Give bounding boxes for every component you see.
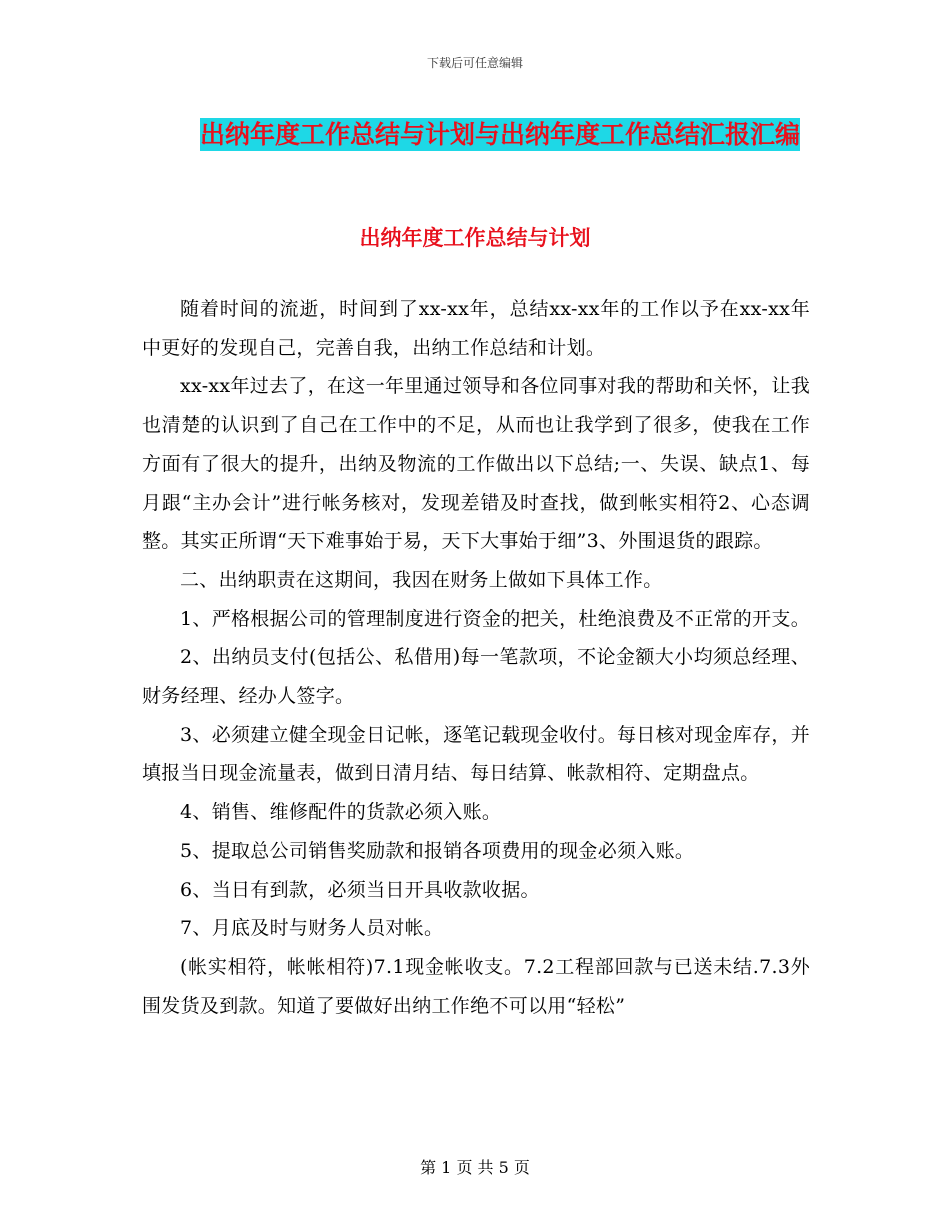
document-title	[190, 112, 810, 158]
document-title-text: 出纳年度工作总结与计划与出纳年度工作总结汇报汇编	[199, 120, 800, 149]
paragraph: xx-xx年过去了，在这一年里通过领导和各位同事对我的帮助和关怀，让我也清楚的认识到了自己在工作中的不足，从而也让我学到了很多，使我在工作方面有了很大的提升，出纳及物流的工作做出以下总结;一、失误、缺点1、每月跟“主办会计”进行帐务核对，发现差错及时查找，做到帐实相符2、心态调整。其实正所谓“天下难事始于易，天下大事始于细”3、外围退货的跟踪。	[142, 375, 810, 553]
paragraph: 6、当日有到款，必须当日开具收款收据。	[180, 878, 540, 901]
paragraph: 随着时间的流逝，时间到了xx-xx年，总结xx-xx年的工作以予在xx-xx年中更好的发现自己，完善自我，出纳工作总结和计划。	[142, 298, 810, 359]
paragraph: 4、销售、维修配件的货款必须入账。	[180, 801, 502, 824]
page-number: 第 1 页 共 5 页	[420, 1158, 530, 1177]
paragraph: (帐实相符，帐帐相符)7.1现金帐收支。7.2工程部回款与已送未结.7.3外围发货及到款。知道了要做好出纳工作绝不可以用“轻松”	[142, 955, 810, 1017]
document-body	[142, 290, 810, 1025]
paragraph: 3、必须建立健全现金日记帐，逐笔记载现金收付。每日核对现金库存，并填报当日现金流量表，做到日清月结、每日结算、帐款相符、定期盘点。	[142, 723, 810, 785]
paragraph: 2、出纳员支付(包括公、私借用)每一笔款项，不论金额大小均须总经理、财务经理、经办人签字。	[142, 646, 810, 708]
header-note: 下载后可任意编辑	[426, 56, 523, 70]
paragraph: 7、月底及时与财务人员对帐。	[180, 917, 444, 940]
section-title: 出纳年度工作总结与计划	[359, 226, 591, 250]
paragraph: 1、严格根据公司的管理制度进行资金的把关，杜绝浪费及不正常的开支。	[180, 607, 810, 630]
paragraph: 二、出纳职责在这期间，我因在财务上做如下具体工作。	[180, 568, 663, 591]
paragraph: 5、提取总公司销售奖励款和报销各项费用的现金必须入账。	[180, 839, 695, 862]
